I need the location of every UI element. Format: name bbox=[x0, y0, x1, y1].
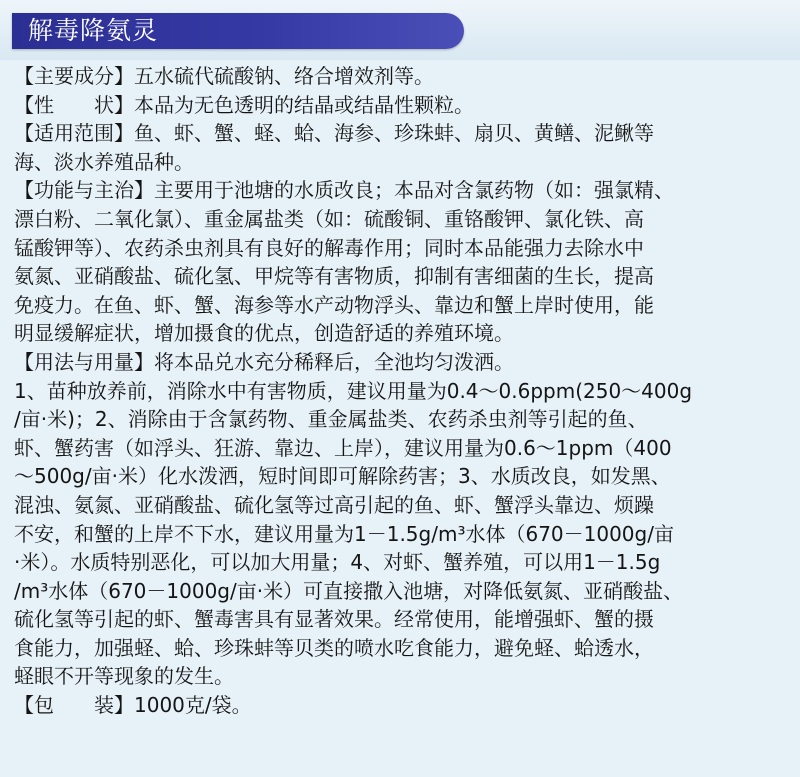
text-line-usage-cont: /亩·米)；2、消除由于含氯药物、重金属盐类、农药杀虫剂等引起的鱼、 bbox=[14, 407, 648, 432]
text-line-function: 【功能与主治】主要用于池塘的水质改良；本品对含氯药物（如：强氯精、 bbox=[14, 178, 674, 203]
text-line-scope: 【适用范围】鱼、虾、蟹、蛏、蛤、海参、珍珠蚌、扇贝、黄鳝、泥鳅等 bbox=[14, 121, 654, 146]
text-line-usage-cont: ～500g/亩·米）化水泼洒，短时间即可解除药害；3、水质改良，如发黑、 bbox=[14, 464, 671, 489]
text-line-packaging: 【包 装】1000克/袋。 bbox=[14, 693, 252, 718]
product-description bbox=[14, 62, 794, 720]
text-line-function-cont: 漂白粉、二氧化氯）、重金属盐类（如：硫酸铜、重铬酸钾、氯化铁、高 bbox=[14, 206, 644, 231]
text-line-usage: 【用法与用量】将本品兑水充分稀释后，全池均匀泼洒。 bbox=[14, 349, 514, 374]
text-line-usage-cont: /m³水体（670－1000g/亩·米）可直接撒入池塘，对降低氨氮、亚硝酸盐、 bbox=[14, 578, 684, 603]
text-line-usage-cont: 混浊、氨氮、亚硝酸盐、硫化氢等过高引起的鱼、虾、蟹浮头靠边、烦躁 bbox=[14, 492, 654, 517]
text-line-usage-cont: 虾、蟹药害（如浮头、狂游、靠边、上岸），建议用量为0.6～1ppm（400 bbox=[14, 435, 672, 460]
text-line-usage-cont: 蛏眼不开等现象的发生。 bbox=[14, 664, 234, 689]
text-line-ingredients: 【主要成分】五水硫代硫酸钠、络合增效剂等。 bbox=[14, 64, 434, 88]
text-line-scope-cont: 海、淡水养殖品种。 bbox=[14, 149, 194, 174]
text-line-function-cont: 免疫力。在鱼、虾、蟹、海参等水产动物浮头、靠边和蟹上岸时使用，能 bbox=[14, 292, 654, 317]
title-banner bbox=[12, 13, 464, 49]
text-line-usage-cont: ·米）。水质特别恶化，可以加大用量；4、对虾、蟹养殖，可以用1－1.5g bbox=[14, 550, 661, 575]
text-line-usage-cont: 1、苗种放养前，消除水中有害物质，建议用量为0.4～0.6ppm(250～400g bbox=[14, 378, 693, 403]
text-line-function-cont: 氨氮、亚硝酸盐、硫化氢、甲烷等有害物质，抑制有害细菌的生长，提高 bbox=[14, 264, 654, 289]
text-line-appearance: 【性 状】本品为无色透明的结晶或结晶性颗粒。 bbox=[14, 92, 474, 117]
text-line-usage-cont: 食能力，加强蛏、蛤、珍珠蚌等贝类的喷水吃食能力，避免蛏、蛤透水， bbox=[14, 635, 654, 660]
product-title: 解毒降氨灵 bbox=[28, 16, 159, 45]
header-bar bbox=[0, 0, 800, 60]
text-line-function-cont: 明显缓解症状，增加摄食的优点，创造舒适的养殖环境。 bbox=[14, 321, 514, 346]
text-line-usage-cont: 不安，和蟹的上岸不下水，建议用量为1－1.5g/m³水体（670－1000g/亩 bbox=[14, 521, 674, 546]
text-line-usage-cont: 硫化氢等引起的虾、蟹毒害具有显著效果。经常使用，能增强虾、蟹的摄 bbox=[14, 607, 654, 632]
text-line-function-cont: 锰酸钾等）、农药杀虫剂具有良好的解毒作用；同时本品能强力去除水中 bbox=[14, 235, 644, 260]
